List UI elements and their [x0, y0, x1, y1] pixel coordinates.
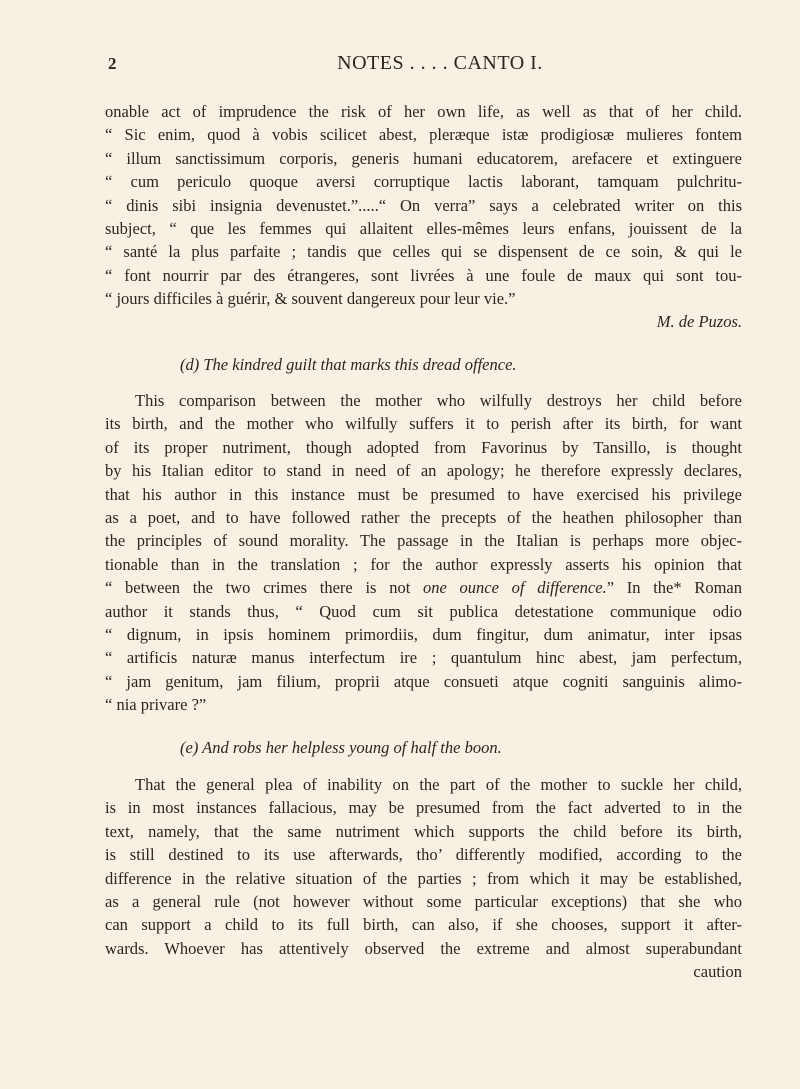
text-line — [105, 960, 742, 983]
italic-text: one ounce of difference. — [423, 578, 607, 598]
signature: M. de Puzos. — [656, 312, 742, 331]
text-line — [105, 553, 742, 576]
text-line — [105, 623, 742, 646]
text-segment: that his author in this instance must be presumed to have exercised his privilege — [105, 484, 742, 504]
text-segment: difference in the relative situation of the parties ; from which it may be established, — [105, 868, 742, 888]
text-segment: “ santé la plus parfaite ; tandis que celles qui se dispensent de ce soin, & qui le — [105, 242, 742, 262]
text-segment: “ jours difficiles à guérir, & souvent dangereux pour leur vie.” — [105, 289, 516, 309]
text-line — [105, 170, 742, 193]
text-line — [105, 240, 742, 263]
text-line — [105, 937, 742, 960]
text-segment: by his Italian editor to stand in need of an apology; he therefore expressly declares, — [105, 461, 742, 481]
text-line — [105, 670, 742, 693]
text-segment: “ jam genitum, jam filium, proprii atque consueti atque cogniti sanguinis alimo- — [105, 671, 742, 691]
text-segment: author it stands thus, “ Quod cum sit publica detestatione communique odio — [105, 601, 742, 621]
text-segment: “ illum sanctissimum corporis, generis humani educatorem, arefacere et extinguere — [105, 148, 742, 168]
text-line — [105, 147, 742, 170]
text-segment: is in most instances fallacious, may be presumed from the fact adverted to in the — [105, 798, 742, 818]
text-segment: “ between the two crimes there is not — [105, 578, 423, 598]
text-segment: caution — [693, 962, 742, 982]
text-line — [105, 459, 742, 482]
text-line — [105, 506, 742, 529]
text-segment: as a poet, and to have followed rather the precepts of the heathen philosopher than — [105, 507, 742, 527]
text-line — [105, 217, 742, 240]
text-segment: is still destined to its use afterwards, tho’ differently modified, according to the — [105, 845, 742, 865]
text-segment: This comparison between the mother who wilfully destroys her child before — [135, 391, 742, 410]
text-segment: text, namely, that the same nutriment which supports the child before its birth, — [105, 821, 742, 841]
note-d-heading: (d) The kindred guilt that marks this dread offence. — [180, 355, 517, 374]
page-number: 2 — [108, 54, 117, 73]
text-line — [105, 867, 742, 890]
text-line — [105, 693, 742, 716]
text-segment: “ cum periculo quoque aversi corruptique lactis laborant, tamquam pulchritu- — [105, 172, 742, 192]
text-segment: can support a child to its full birth, can also, if she chooses, support it after- — [105, 915, 742, 935]
text-segment: “ nia privare ?” — [105, 695, 207, 715]
note-c-continuation — [105, 100, 742, 311]
text-segment: subject, “ que les femmes qui allaitent elles-mêmes leurs enfans, jouissent de la — [105, 218, 742, 238]
text-line — [105, 796, 742, 819]
note-d-paragraph — [105, 389, 742, 716]
text-segment: That the general plea of inability on the part of the mother to suckle her child, — [135, 775, 742, 794]
text-line — [105, 194, 742, 217]
text-segment: its birth, and the mother who wilfully suffers it to perish after its birth, for want — [105, 414, 742, 434]
text-line — [105, 436, 742, 459]
text-segment: of its proper nutriment, though adopted from Favorinus by Tansillo, is thought — [105, 437, 742, 457]
text-segment: “ Sic enim, quod à vobis scilicet abest, pleræque istæ prodigiosæ mulieres fontem — [105, 125, 742, 145]
text-segment: onable act of imprudence the risk of her own life, as well as that of her child. — [105, 102, 742, 121]
text-line — [105, 123, 742, 146]
text-line — [105, 820, 742, 843]
text-line — [105, 389, 742, 412]
text-line — [105, 483, 742, 506]
text-line — [105, 646, 742, 669]
note-e-paragraph — [105, 773, 742, 984]
text-segment: wards. Whoever has attentively observed the extreme and almost superabundant — [105, 938, 742, 958]
text-segment: “ font nourrir par des étrangeres, sont livrées à une foule de maux qui sont tou- — [105, 265, 742, 285]
text-segment: “ dignum, in ipsis hominem primordiis, dum fingitur, dum animatur, inter ipsas — [105, 624, 742, 644]
text-line — [105, 773, 742, 796]
text-segment: tionable than in the translation ; for the author expressly asserts his opinion that — [105, 554, 742, 574]
text-segment: the principles of sound morality. The passage in the Italian is perhaps more objec- — [105, 531, 742, 551]
text-line — [105, 913, 742, 936]
text-line — [105, 843, 742, 866]
text-segment: “ dinis sibi insignia devenustet.”.....“ On verra” says a celebrated writer on this — [105, 195, 742, 215]
text-line — [105, 412, 742, 435]
text-segment: “ artificis naturæ manus interfectum ire ; quantulum hinc abest, jam perfectum, — [105, 648, 742, 668]
running-title: NOTES . . . . CANTO I. — [337, 52, 543, 74]
text-line — [105, 600, 742, 623]
text-line — [105, 890, 742, 913]
text-segment: ” In the* Roman — [606, 578, 742, 598]
text-line — [105, 264, 742, 287]
text-segment: as a general rule (not however without some particular exceptions) that she who — [105, 891, 742, 911]
note-e-heading: (e) And robs her helpless young of half the boon. — [180, 738, 502, 757]
text-line — [105, 287, 742, 310]
text-line — [105, 100, 742, 123]
text-line — [105, 576, 742, 599]
text-line — [105, 529, 742, 552]
